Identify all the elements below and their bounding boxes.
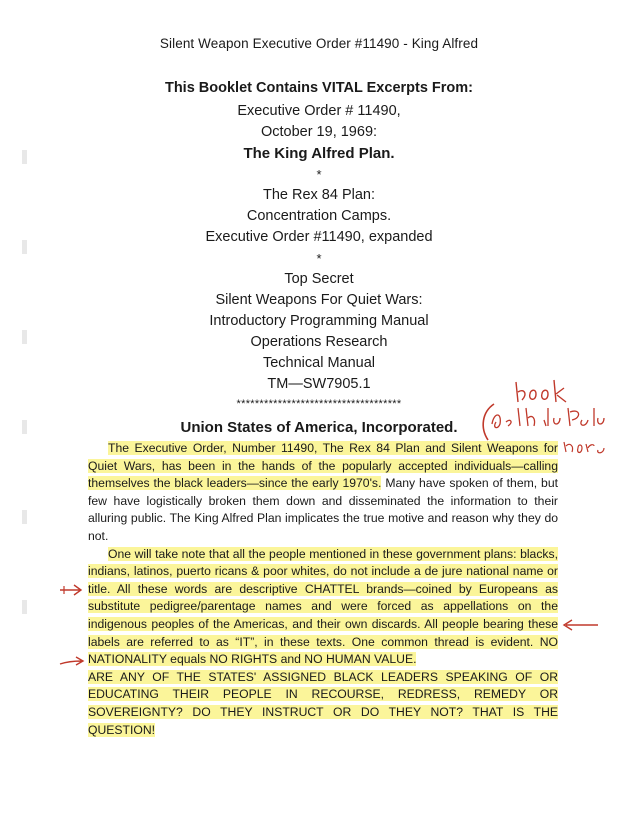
king-alfred-title: The King Alfred Plan. — [243, 145, 395, 162]
tm-code-line: TM—SW7905.1 — [267, 376, 371, 392]
margin-arrow-icon — [58, 583, 84, 597]
camps-line: Concentration Camps. — [246, 208, 392, 224]
eo-line: Executive Order # 11490, — [237, 103, 401, 119]
margin-back-arrow-icon — [560, 618, 600, 632]
eo-date: October 19, 1969: — [260, 124, 378, 140]
highlighted-text-2: One will take note that all the people mentioned in these government plans: blacks, indians, latinos, puerto ricans & poor whites, do not include a de jure national name or title. All these words are descriptive CHATTEL brands—coined by Europeans as substitute pedigree/parentage names and were forced as appellations on the indigenous peoples of the Americas, and their own discards. All people bearing these labels are referred to as “IT”, in these texts. One common thread is evident. NO NATIONALITY equals NO RIGHTS and NO HUMAN VALUE. — [88, 546, 558, 667]
star-separator-2: * — [316, 251, 322, 266]
star-separator: * — [316, 167, 322, 182]
booklet-lead: This Booklet Contains VITAL Excerpts From: — [164, 80, 474, 96]
paragraph-3 — [88, 669, 558, 739]
margin-arrow-icon-2 — [58, 654, 86, 668]
rex84-line: The Rex 84 Plan: — [262, 187, 376, 203]
tech-manual-line: Technical Manual — [262, 355, 376, 371]
highlighted-question: ARE ANY OF THE STATES' ASSIGNED BLACK LEADERS SPEAKING OF OR EDUCATING THEIR PEOPLE IN RECOURSE, REDRESS, REMEDY OR SOVEREIGNTY? DO THEY INSTRUCT OR DO THEY NOT? THAT IS THE QUESTION! — [88, 669, 558, 737]
union-title: Union States of America, Incorporated. — [180, 419, 458, 436]
body-text — [88, 440, 558, 739]
eo-expanded-line: Executive Order #11490, expanded — [205, 229, 433, 245]
top-secret-line: Top Secret — [284, 271, 354, 287]
paragraph-2 — [88, 546, 558, 669]
paragraph-1 — [88, 440, 558, 546]
plain-text: Many have spoken of them, but few have logistically broken them down and disseminated the information to their alluring public. The King Alfred Plan implicates the true motive and reason why they do not. — [88, 476, 558, 543]
highlighted-text: The Executive Order, Number 11490, The Rex 84 Plan and Silent Weapons for Quiet Wars, has been in the hands of the popularly accepted individuals—calling themselves the black leaders—since the early 1970's. — [88, 441, 558, 491]
ops-research-line: Operations Research — [250, 334, 388, 350]
silent-weapons-line: Silent Weapons For Quiet Wars: — [215, 292, 423, 308]
manual-line: Introductory Programming Manual — [209, 313, 429, 329]
running-header: Silent Weapon Executive Order #11490 - King Alfred — [159, 36, 479, 51]
asterisk-rule: ************************************ — [236, 398, 402, 410]
